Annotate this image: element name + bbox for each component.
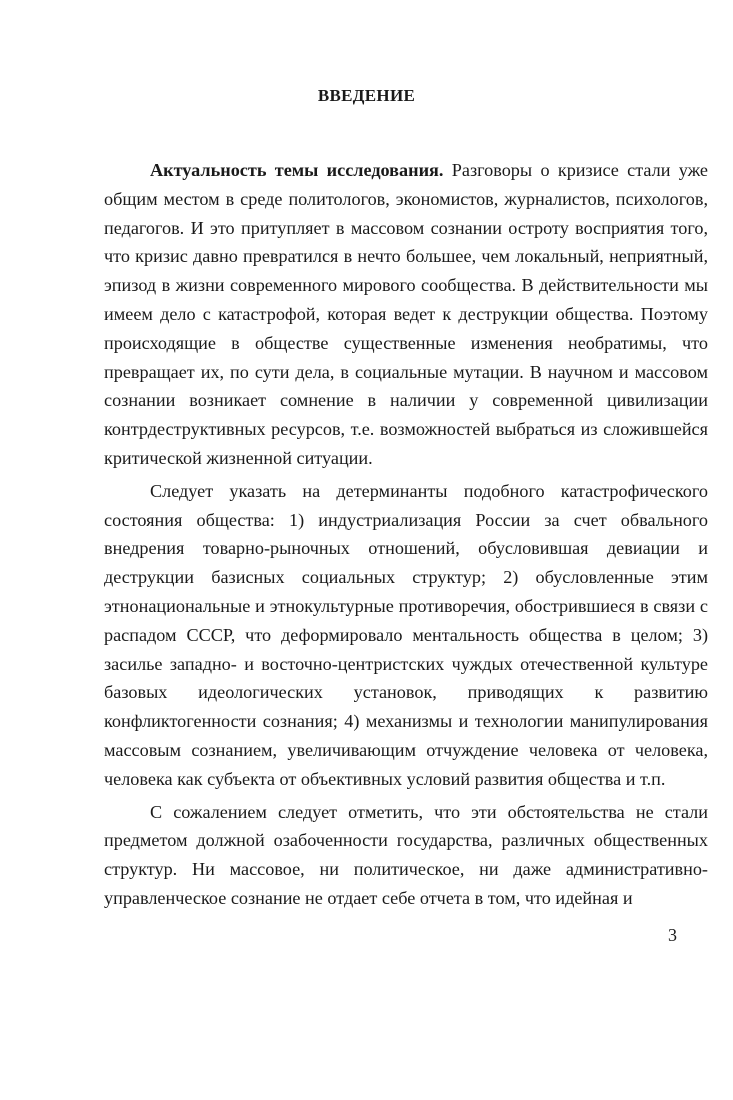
page-number: 3	[668, 925, 677, 945]
paragraph-lead: Актуальность темы исследования.	[150, 160, 444, 180]
paragraph-regret	[104, 798, 708, 913]
paragraph-text: С сожалением следует отметить, что эти обстоятельства не стали предметом должной озабоченности государства, различных общественных структур. Ни массовое, ни политическое, ни даже административно-управленческое сознание не отдает себе отчета в том, что идейная и	[104, 801, 708, 908]
body-text	[104, 156, 708, 913]
page-heading: ВВЕДЕНИЕ	[317, 86, 416, 105]
paragraph-text: Разговоры о кризисе стали уже общим местом в среде политологов, экономистов, журналистов, психологов, педагогов. И это притупляет в массовом сознании остроту восприятия того, что кризис давно превратился в нечто большее, чем локальный, неприятный, эпизод в жизни современного мирового сообщества. В действительности мы имеем дело с катастрофой, которая ведет к деструкции общества. Поэтому происходящие в обществе существенные изменения необратимы, что превращает их, по сути дела, в социальные мутации. В научном и массовом сознании возникает сомнение в наличии у современной цивилизации контрдеструктивных ресурсов, т.е. возможностей выбраться из сложившейся критической жизненной ситуации.	[104, 160, 709, 468]
paragraph-relevance	[104, 156, 708, 473]
paragraph-determinants	[104, 477, 708, 794]
paragraph-text: Следует указать на детерминанты подобного катастрофического состояния общества: 1) индустриализация России за счет обвального внедрения товарно-рыночных отношений, обусловившая девиации и деструкции базисных социальных структур; 2) обусловленные этим этнонациональные и этнокультурные противоречия, обострившиеся в связи с распадом СССР, что деформировало ментальность общества в целом; 3) засилье западно- и восточно-центристских чуждых отечественной культуре базовых идеологических установок, приводящих к развитию конфликтогенности сознания; 4) механизмы и технологии манипулирования массовым сознанием, увеличивающим отчуждение человека от человека, человека как субъекта от объективных условий развития общества и т.п.	[104, 480, 708, 789]
